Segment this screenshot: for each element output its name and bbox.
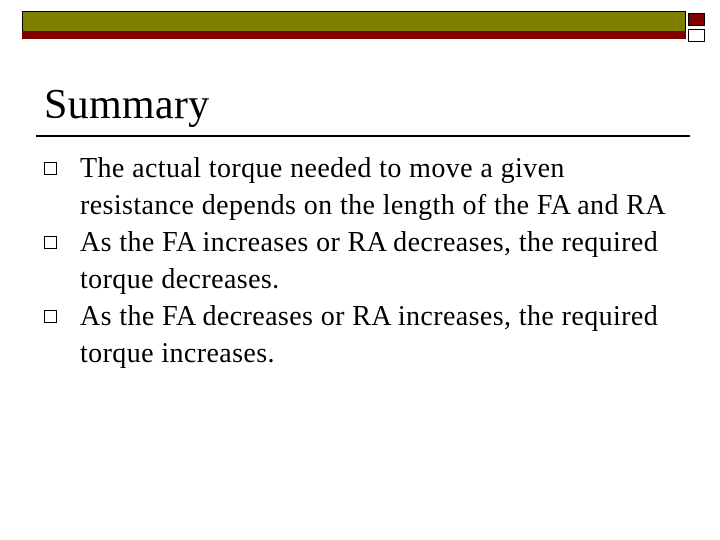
square-bullet-icon: [44, 236, 57, 249]
header-accent-stripe: [22, 31, 686, 39]
bullet-text: As the FA increases or RA decreases, the required torque decreases.: [80, 227, 659, 295]
square-bullet-icon: [44, 162, 57, 175]
square-bullet-icon: [44, 310, 57, 323]
header-corner-square-filled: [688, 13, 705, 26]
bullet-item: [44, 298, 684, 372]
slide-title: Summary: [44, 82, 210, 128]
bullet-text: As the FA decreases or RA increases, the required torque increases.: [80, 301, 659, 369]
bullet-list: [44, 150, 684, 372]
title-divider: [36, 135, 690, 137]
bullet-item: [44, 224, 684, 298]
bullet-item: [44, 150, 684, 224]
bullet-text: The actual torque needed to move a given resistance depends on the length of the FA and RA: [80, 153, 666, 221]
header-corner-square-outline: [688, 29, 705, 42]
